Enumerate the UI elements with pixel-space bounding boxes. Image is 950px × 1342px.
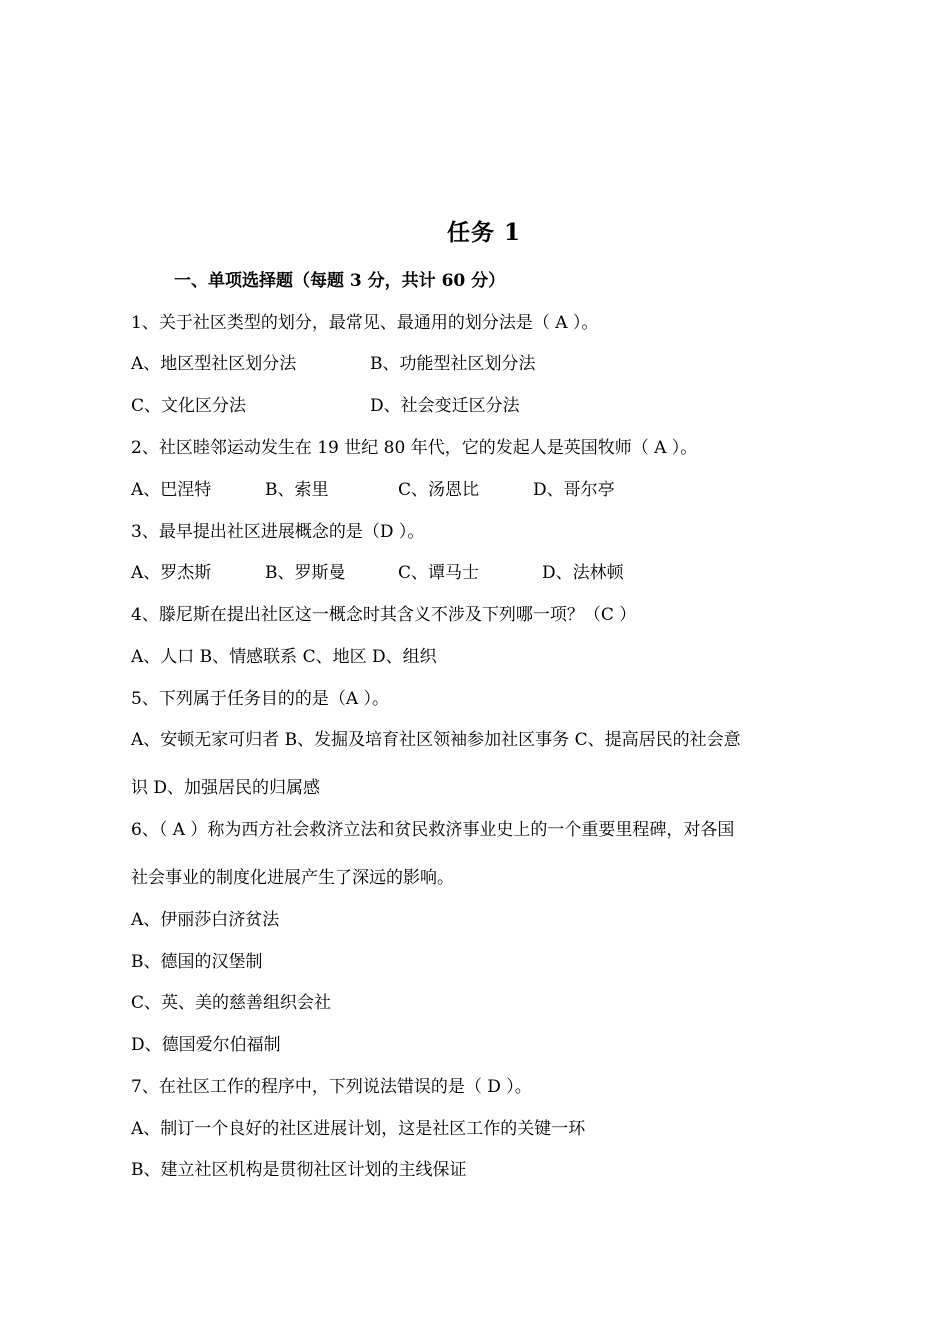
question-5-options-line-2: 识 D、加强居民的归属感 xyxy=(131,778,321,798)
question-6-option-c: C、英、美的慈善组织会社 xyxy=(131,993,332,1013)
question-1-option-a: A、地区型社区划分法 xyxy=(131,354,297,374)
document-title: 任务 1 xyxy=(446,219,521,246)
question-6-stem-line-1: 6、（ A ）称为西方社会救济立法和贫民救济事业史上的一个重要里程碑，对各国 xyxy=(131,820,735,840)
question-6-option-a: A、伊丽莎白济贫法 xyxy=(131,910,280,930)
question-3-option-c: C、谭马士 xyxy=(398,563,480,583)
question-1-option-b: B、功能型社区划分法 xyxy=(370,354,536,374)
question-7-option-b: B、建立社区机构是贯彻社区计划的主线保证 xyxy=(131,1160,467,1180)
question-7-option-a: A、制订一个良好的社区进展计划，这是社区工作的关键一环 xyxy=(131,1119,586,1139)
question-6-stem-line-2: 社会事业的制度化进展产生了深远的影响。 xyxy=(131,868,454,888)
question-3-option-a: A、罗杰斯 xyxy=(131,563,212,583)
question-6-option-d: D、德国爱尔伯福制 xyxy=(131,1035,281,1055)
question-5-options-line-1: A、安顿无家可归者 B、发掘及培育社区领袖参加社区事务 C、提高居民的社会意 xyxy=(131,730,741,750)
question-2-option-c: C、汤恩比 xyxy=(398,480,480,500)
question-1-option-d: D、社会变迁区分法 xyxy=(370,396,520,416)
question-2-option-b: B、索里 xyxy=(265,480,329,500)
question-2-option-a: A、巴涅特 xyxy=(131,480,212,500)
question-4-options: A、人口 B、情感联系 C、地区 D、组织 xyxy=(131,647,437,667)
question-4-stem: 4、滕尼斯在提出社区这一概念时其含义不涉及下列哪一项？（C ） xyxy=(131,605,637,625)
question-6-option-b: B、德国的汉堡制 xyxy=(131,952,263,972)
question-7-stem: 7、在社区工作的程序中，下列说法错误的是（ D ）。 xyxy=(131,1077,532,1097)
question-2-option-d: D、哥尔亭 xyxy=(533,480,615,500)
question-1-option-c: C、文化区分法 xyxy=(131,396,247,416)
question-3-option-d: D、法林顿 xyxy=(542,563,624,583)
question-3-stem: 3、最早提出社区进展概念的是（D ）。 xyxy=(131,522,425,542)
question-1-stem: 1、关于社区类型的划分，最常见、最通用的划分法是（ A ）。 xyxy=(131,313,599,333)
question-3-option-b: B、罗斯曼 xyxy=(265,563,346,583)
section-heading: 一、单项选择题（每题 3 分，共计 60 分） xyxy=(174,271,506,291)
question-5-stem: 5、下列属于任务目的的是（A ）。 xyxy=(131,689,389,709)
question-2-stem: 2、社区睦邻运动发生在 19 世纪 80 年代，它的发起人是英国牧师（ A ）。 xyxy=(131,438,698,458)
